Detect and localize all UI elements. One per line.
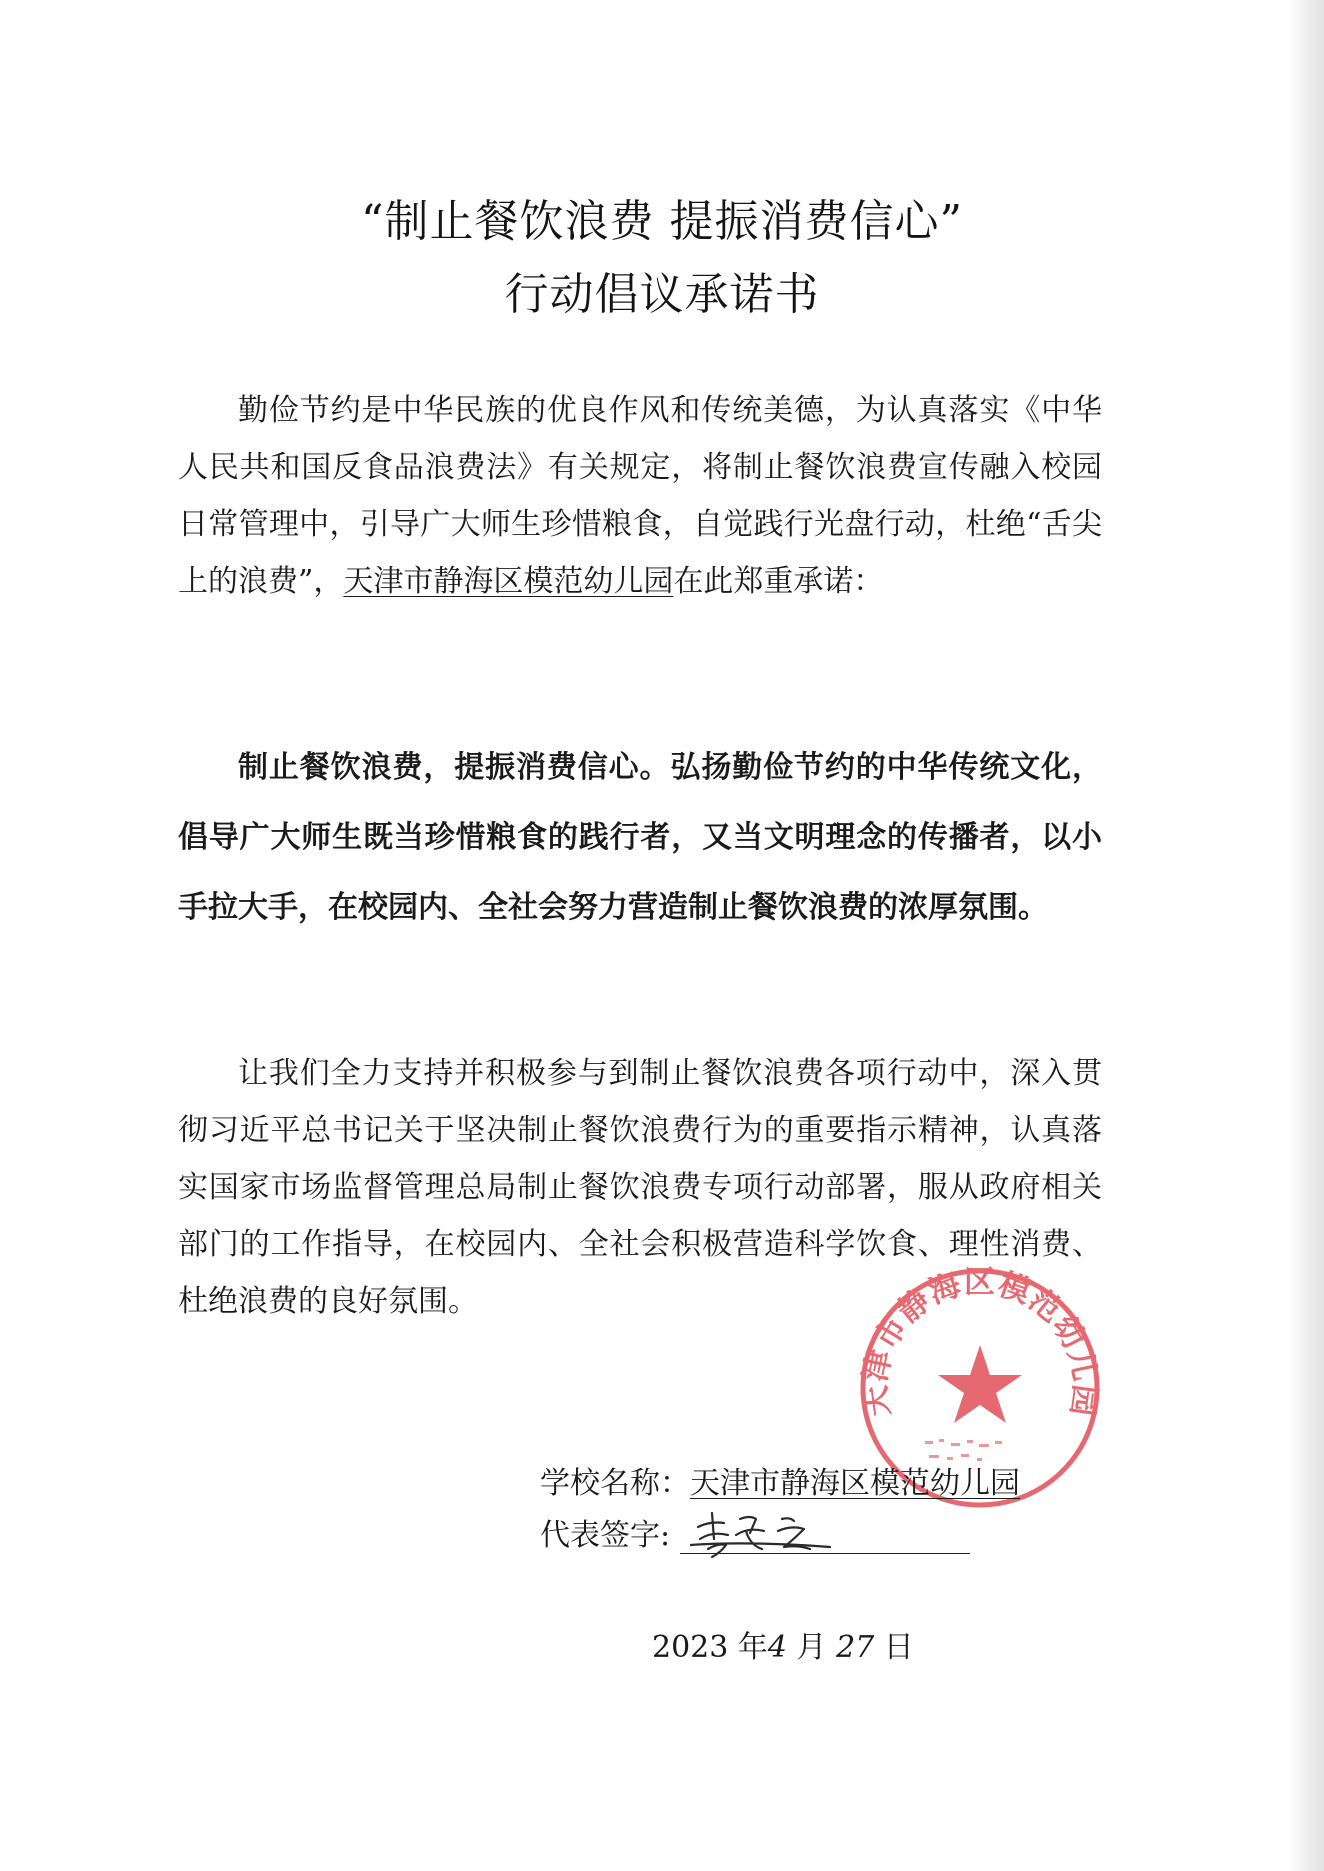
paragraph-1	[178, 382, 1102, 610]
paragraph-1-text-a: 勤俭节约是中华民族的优良作风和传统美德，为认真落实《中华人民共和国反食品浪费法》有关规定，将制止餐饮浪费宣传融入校园日常管理中，引导广大师生珍惜粮食，自觉践行光盘行动，杜绝“舌尖上的浪费”，	[178, 393, 1102, 599]
signer-label: 代表签字:	[540, 1518, 671, 1553]
paragraph-3-text: 让我们全力支持并积极参与到制止餐饮浪费各项行动中，深入贯彻习近平总书记关于坚决制止餐饮浪费行为的重要指示精神，认真落实国家市场监督管理总局制止餐饮浪费专项行动部署，服从政府相关部门的工作指导，在校园内、全社会积极营造科学饮食、理性消费、杜绝浪费的良好氛围。	[178, 1056, 1102, 1319]
handwritten-signature	[690, 1505, 840, 1565]
document-title-line1: “制止餐饮浪费 提振消费信心”	[361, 196, 963, 247]
paragraph-2	[178, 733, 1102, 943]
date-day: 27	[836, 1630, 875, 1665]
document-date	[652, 1622, 914, 1666]
school-name-label: 学校名称：	[540, 1466, 690, 1501]
date-year: 2023	[652, 1630, 729, 1665]
school-name-line	[540, 1458, 1020, 1502]
signer-line	[540, 1510, 970, 1554]
paragraph-1-org-name: 天津市静海区模范幼儿园	[343, 564, 674, 599]
date-month: 4	[767, 1630, 787, 1665]
seal-text: 天津市静海区模范幼儿园	[856, 1264, 1104, 1419]
date-year-suffix: 年	[728, 1630, 768, 1665]
signature-field	[680, 1517, 970, 1554]
date-month-suffix: 月	[787, 1630, 837, 1665]
school-name-value: 天津市静海区模范幼儿园	[690, 1466, 1020, 1501]
date-day-suffix: 日	[874, 1630, 914, 1665]
seal-star-icon	[938, 1345, 1022, 1423]
paragraph-2-text: 制止餐饮浪费，提振消费信心。弘扬勤俭节约的中华传统文化，倡导广大师生既当珍惜粮食的践行者，又当文明理念的传播者，以小手拉大手，在校园内、全社会努力营造制止餐饮浪费的浓厚氛围。	[178, 750, 1102, 925]
paragraph-1-text-b: 在此郑重承诺：	[673, 564, 884, 599]
document-title-line2: 行动倡议承诺书	[504, 269, 820, 320]
